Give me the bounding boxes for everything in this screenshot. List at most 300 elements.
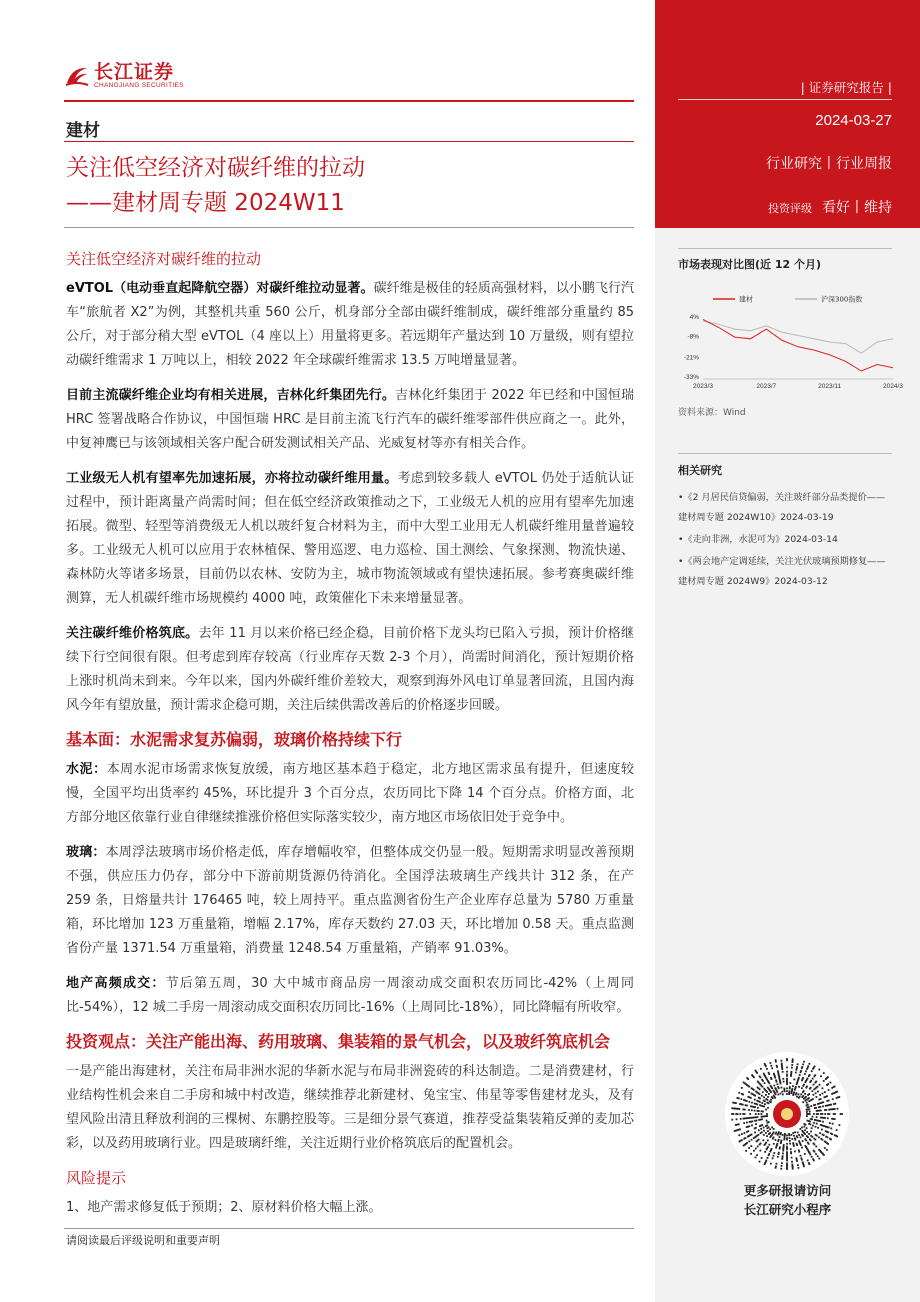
qr-module: [741, 1133, 743, 1135]
qr-module: [759, 1144, 761, 1146]
qr-module: [802, 1095, 804, 1097]
qr-module: [810, 1131, 812, 1133]
qr-module: [766, 1149, 768, 1151]
qr-module: [758, 1129, 760, 1131]
footer-rule: [64, 1228, 634, 1229]
qr-module: [744, 1132, 746, 1134]
qr-module: [769, 1151, 771, 1153]
qr-module: [814, 1104, 816, 1106]
qr-module: [731, 1107, 733, 1109]
qr-module: [830, 1082, 832, 1084]
qr-module: [770, 1099, 772, 1101]
qr-module: [777, 1070, 779, 1072]
report-body: [66, 248, 634, 1231]
qr-module: [809, 1113, 811, 1115]
x-tick-label: 2023/7: [756, 383, 777, 390]
qr-module: [782, 1150, 784, 1152]
qr-module: [839, 1124, 841, 1126]
qr-module: [806, 1111, 808, 1113]
qr-module: [780, 1093, 782, 1095]
qr-module: [751, 1093, 753, 1095]
qr-module: [769, 1128, 771, 1130]
qr-module: [827, 1076, 829, 1078]
qr-module: [809, 1121, 811, 1123]
qr-module: [827, 1143, 829, 1145]
qr-module: [734, 1130, 736, 1132]
qr-module: [777, 1083, 779, 1085]
qr-module: [757, 1107, 759, 1109]
qr-module: [807, 1065, 809, 1067]
qr-module: [767, 1096, 769, 1098]
qr-module: [739, 1103, 741, 1105]
qr-module: [758, 1097, 760, 1099]
qr-module: [829, 1113, 831, 1115]
qr-module: [834, 1086, 836, 1088]
qr-module: [836, 1091, 838, 1093]
qr-module: [770, 1085, 772, 1087]
qr-module: [804, 1093, 806, 1095]
qr-module: [812, 1098, 814, 1100]
paragraph-text: 1、地产需求修复低于预期；2、原材料价格大幅上涨。: [66, 1200, 382, 1215]
qr-module: [775, 1133, 777, 1135]
rating-label: 投资评级: [768, 202, 812, 215]
paragraph: [66, 384, 634, 456]
qr-module: [786, 1074, 788, 1076]
paragraph-text: 本周水泥市场需求恢复放缓，南方地区基本趋于稳定，北方地区需求虽有提升，但速度较慢，全国平均出货率约 45%，环比提升 3 个百分点，农历同比下降 14 个百分点。价格方面，北方部分地区依靠行业自律继续推涨价格但实际落实较少，南方地区市场依旧处于竞争中。: [66, 762, 634, 825]
qr-module: [830, 1139, 832, 1141]
qr-module: [798, 1077, 800, 1079]
sector-rule: [64, 141, 634, 142]
qr-module: [767, 1127, 769, 1129]
qr-module: [803, 1061, 805, 1063]
qr-module: [813, 1094, 815, 1096]
section-heading: 关注低空经济对碳纤维的拉动: [66, 250, 262, 268]
qr-module: [798, 1167, 800, 1169]
qr-module: [764, 1063, 766, 1065]
qr-module: [765, 1125, 767, 1127]
qr-module: [791, 1064, 793, 1066]
qr-module: [796, 1066, 798, 1068]
paragraph-text: 考虑到较多载人 eVTOL 仍处于适航认证过程中，预计距离量产尚需时间；但在低空经济政策推动之下，工业级无人机的应用有望率先加速拓展。微型、轻型等消费级无人机以玻纤复合材料为主，而中大型工业用无人机碳纤维用量普遍较多。工业级无人机可以应用于农林植保、警用巡逻、电力巡检、国土测绘、气象探测、物流快递、森林防火等诸多场景，目前仍以农林、安防为主，城市物流领域或有望快速拓展。参考赛奥碳纤维测算，无人机碳纤维市场规模约 4000 吨，政策催化下未来增量显著。: [66, 471, 634, 606]
qr-module: [822, 1121, 824, 1123]
qr-module: [786, 1088, 788, 1090]
qr-module: [806, 1086, 808, 1088]
qr-module: [759, 1161, 761, 1163]
qr-module: [826, 1109, 828, 1111]
qr-module: [786, 1160, 788, 1162]
qr-module: [743, 1138, 745, 1140]
qr-module: [786, 1139, 788, 1141]
qr-module: [757, 1087, 759, 1089]
qr-module: [802, 1077, 804, 1079]
qr-module: [804, 1073, 806, 1075]
paragraph-text: 一是产能出海建材，关注布局非洲水泥的华新水泥与布局非洲瓷砖的科达制造。二是消费建材，行业结构性机会来自二手房和城中村改造，继续推荐北新建材、兔宝宝、伟星等零售建材龙头，及有望风险出清且释放利润的三棵树、东鹏控股等。三是细分景气赛道，推荐受益集装箱反弹的麦加芯彩，以及药用玻璃行业。四是玻璃纤维，关注近期行业价格筑底后的配置机会。: [66, 1064, 634, 1151]
qr-module: [782, 1134, 784, 1136]
qr-module: [749, 1113, 751, 1115]
qr-module: [799, 1074, 801, 1076]
qr-module: [792, 1058, 794, 1060]
qr-module: [732, 1102, 734, 1104]
qr-module: [740, 1113, 742, 1115]
qr-module: [807, 1136, 809, 1138]
qr-module: [743, 1118, 745, 1120]
qr-module: [763, 1073, 765, 1075]
qr-module: [756, 1100, 758, 1102]
qr-module: [766, 1135, 768, 1137]
qr-module: [788, 1134, 790, 1136]
related-research-item[interactable]: •《2 月居民信贷偏弱，关注玻纤部分品类提价——建材周专题 2024W10》2024-03-19: [678, 492, 886, 523]
report-title: [66, 151, 365, 221]
qr-module: [798, 1151, 800, 1153]
qr-module: [754, 1132, 756, 1134]
qr-module: [781, 1158, 783, 1160]
qr-module: [763, 1130, 765, 1132]
qr-module: [738, 1134, 740, 1136]
qr-module: [751, 1125, 753, 1127]
qr-module: [805, 1124, 807, 1126]
qr-module: [759, 1075, 761, 1077]
qr-module: [793, 1091, 795, 1093]
qr-module: [814, 1151, 816, 1153]
brand-name-en: CHANGJIANG SECURITIES: [94, 82, 184, 89]
qr-module: [815, 1107, 817, 1109]
chart-source: 资料来源：Wind: [678, 408, 746, 418]
qr-module: [803, 1126, 805, 1128]
qr-module: [763, 1127, 765, 1129]
qr-module: [767, 1157, 769, 1159]
qr-module: [794, 1151, 796, 1153]
qr-module: [810, 1124, 812, 1126]
qr-module: [766, 1102, 768, 1104]
qr-module: [766, 1068, 768, 1070]
qr-module: [761, 1102, 763, 1104]
qr-module: [786, 1143, 788, 1145]
qr-module: [830, 1128, 832, 1130]
changjiang-logo-icon: [64, 63, 90, 89]
qr-module: [808, 1108, 810, 1110]
qr-module: [789, 1086, 791, 1088]
qr-module: [789, 1090, 791, 1092]
qr-module: [807, 1104, 809, 1106]
qr-module: [765, 1094, 767, 1096]
qr-module: [777, 1156, 779, 1158]
qr-module: [755, 1113, 757, 1115]
qr-module: [786, 1071, 788, 1073]
qr-module: [796, 1160, 798, 1162]
qr-module: [735, 1113, 737, 1115]
qr-module: [776, 1065, 778, 1067]
qr-module: [810, 1087, 812, 1089]
qr-module: [765, 1098, 767, 1100]
chart-rule: [678, 248, 892, 249]
qr-module: [748, 1147, 750, 1149]
qr-module: [773, 1143, 775, 1145]
qr-module: [800, 1128, 802, 1130]
qr-module: [822, 1087, 824, 1089]
qr-module: [771, 1067, 773, 1069]
qr-module: [781, 1087, 783, 1089]
legend-label: 建材: [739, 295, 753, 304]
qr-module: [789, 1137, 791, 1139]
qr-module: [811, 1070, 813, 1072]
report-info-box: [655, 0, 920, 228]
qr-module: [775, 1087, 777, 1089]
section-heading: 风险提示: [66, 1169, 127, 1187]
qr-module: [760, 1128, 762, 1130]
qr-module: [735, 1124, 737, 1126]
qr-module: [786, 1168, 788, 1170]
x-tick-label: 2024/3: [883, 383, 903, 390]
qr-module: [769, 1136, 771, 1138]
qr-module: [823, 1154, 825, 1156]
qr-module: [798, 1093, 800, 1095]
qr-module: [795, 1086, 797, 1088]
related-research-item[interactable]: •《两会地产定调延续，关注光伏玻璃预期修复——建材周专题 2024W9》2024-03-12: [678, 556, 886, 587]
qr-module: [754, 1110, 756, 1112]
qr-module: [786, 1135, 788, 1137]
qr-module: [773, 1085, 775, 1087]
qr-module: [769, 1101, 771, 1103]
qr-module: [762, 1139, 764, 1141]
qr-module: [811, 1156, 813, 1158]
qr-module: [761, 1116, 763, 1118]
paragraph: [66, 972, 634, 1020]
qr-module: [771, 1127, 773, 1129]
qr-module: [837, 1108, 839, 1110]
qr-module: [736, 1118, 738, 1120]
qr-module: [812, 1078, 814, 1080]
qr-module: [767, 1107, 769, 1109]
qr-module: [802, 1064, 804, 1066]
y-tick-label: -8%: [687, 333, 699, 341]
qr-module: [800, 1137, 802, 1139]
qr-module: [760, 1068, 762, 1070]
qr-caption-line-2: 长江研究小程序: [743, 1202, 832, 1217]
qr-module: [815, 1126, 817, 1128]
qr-module: [791, 1134, 793, 1136]
qr-module: [786, 1058, 788, 1060]
qr-module: [758, 1119, 760, 1121]
qr-module: [773, 1090, 775, 1092]
qr-module: [761, 1095, 763, 1097]
qr-module: [797, 1164, 799, 1166]
qr-module: [755, 1157, 757, 1159]
qr-module: [814, 1066, 816, 1068]
qr-module: [819, 1084, 821, 1086]
qr-module: [810, 1080, 812, 1082]
qr-module: [808, 1143, 810, 1145]
qr-module: [770, 1065, 772, 1067]
qr-module: [807, 1160, 809, 1162]
qr-module: [808, 1133, 810, 1135]
paragraph-text: 本周浮法玻璃市场价格走低，库存增幅收窄，但整体成交仍显一般。短期需求明显改善预期不强，供应压力仍存，部分中下游前期货源仍待消化。全国浮法玻璃生产线共计 312 条，在产 259 条，日熔量共计 176465 吨，较上周持平。重点监测省份生产企业库存总量为 5780 万重量箱，环比增加 123 万重量箱，增幅 2.17%，库存天数约 27.03 天，环比增加 0.58 天。重点监测省份产量 1371.54 万重量箱，消费量 1248.54 万重量箱，产销率 91.03%。: [66, 845, 634, 956]
paragraph-text: 去年 11 月以来价格已经企稳，目前价格下龙头均已陷入亏损，预计价格继续下行空间很有限。但考虑到库存较高（行业库存天数 2-3 个月），尚需时间消化，预计短期价格上涨时机尚未到来。今年以来，国内外碳纤维价差较大，观察到海外风电订单显著回流，且国内海风今年有望放量，预计需求企稳可期，关注后续供需改善后的价格逐步回暖。: [66, 626, 634, 713]
qr-module: [822, 1093, 824, 1095]
qr-module: [791, 1138, 793, 1140]
qr-module: [836, 1136, 838, 1138]
qr-module: [743, 1082, 745, 1084]
market-performance-chart: [673, 283, 903, 393]
qr-module: [772, 1157, 774, 1159]
qr-module: [753, 1137, 755, 1139]
paragraph-text: 碳纤维是极佳的轻质高强材料，以小鹏飞行汽车“旅航者 X2”为例，其整机共重 560 公斤，机身部分全部由碳纤维制成，碳纤维部分重量约 85 公斤，对于部分稍大型 eVTOL（4 座以上）用量将更多。若远期年产量达到 10 万量级，则有望拉动碳纤维需求 1 万吨以上，相较 2022 年全球碳纤维需求 13.5 万吨增量显著。: [66, 281, 634, 368]
rating-value: 看好丨维持: [822, 200, 892, 216]
qr-module: [786, 1093, 788, 1095]
footer-disclaimer: 请阅读最后评级说明和重要声明: [66, 1234, 220, 1247]
qr-module: [818, 1158, 820, 1160]
series-line-building-materials: [703, 319, 893, 371]
qr-module: [731, 1113, 733, 1115]
paragraph-text: 吉林化纤集团于 2022 年已经和中国恒瑞 HRC 签署战略合作协议，中国恒瑞 HRC 是目前主流飞行汽车的碳纤维零部件供应商之一。此外，中复神鹰已与该领域相关客户配合研发测试相关产品、光威复材等亦有相关合作。: [66, 388, 634, 451]
title-line-1: 关注低空经济对碳纤维的拉动: [66, 155, 365, 181]
qr-module: [794, 1079, 796, 1081]
qr-module: [834, 1118, 836, 1120]
related-research-item[interactable]: •《走向非洲，水泥可为》2024-03-14: [678, 534, 838, 545]
qr-module: [801, 1087, 803, 1089]
qr-module: [751, 1102, 753, 1104]
qr-module: [786, 1067, 788, 1069]
qr-module: [781, 1060, 783, 1062]
qr-module: [831, 1133, 833, 1135]
qr-caption-line-1: 更多研报请访问: [743, 1183, 832, 1198]
qr-module: [761, 1079, 763, 1081]
qr-module: [834, 1103, 836, 1105]
qr-module: [824, 1147, 826, 1149]
qr-module: [805, 1096, 807, 1098]
qr-module: [804, 1153, 806, 1155]
qr-module: [764, 1163, 766, 1165]
qr-module: [790, 1153, 792, 1155]
qr-module: [748, 1141, 750, 1143]
qr-module: [779, 1136, 781, 1138]
qr-module: [771, 1096, 773, 1098]
qr-module: [754, 1128, 756, 1130]
qr-module: [793, 1145, 795, 1147]
qr-module: [815, 1146, 817, 1148]
paragraph: [66, 277, 634, 373]
qr-module: [827, 1117, 829, 1119]
qr-module: [810, 1139, 812, 1141]
paragraph-lead: eVTOL（电动垂直起降航空器）对碳纤维拉动显著。: [66, 281, 374, 296]
qr-module: [780, 1168, 782, 1170]
qr-module: [743, 1145, 745, 1147]
qr-module: [817, 1091, 819, 1093]
qr-module: [836, 1129, 838, 1131]
qr-module: [820, 1098, 822, 1100]
qr-module: [751, 1139, 753, 1141]
paragraph: [66, 841, 634, 961]
qr-module: [768, 1144, 770, 1146]
sector-label: 建材: [66, 121, 100, 141]
qr-module: [812, 1125, 814, 1127]
qr-module: [775, 1059, 777, 1061]
qr-module: [748, 1091, 750, 1093]
qr-module: [816, 1135, 818, 1137]
x-tick-label: 2023/3: [693, 383, 713, 390]
qr-module: [806, 1131, 808, 1133]
qr-module: [794, 1131, 796, 1133]
qr-module: [824, 1113, 826, 1115]
qr-module: [773, 1155, 775, 1157]
qr-module: [748, 1101, 750, 1103]
qr-module: [781, 1091, 783, 1093]
qr-module: [796, 1096, 798, 1098]
qr-module: [759, 1104, 761, 1106]
qr-module: [770, 1163, 772, 1165]
qr-module: [757, 1110, 759, 1112]
qr-module: [738, 1092, 740, 1094]
qr-module: [760, 1132, 762, 1134]
qr-module: [800, 1094, 802, 1096]
qr-module: [770, 1062, 772, 1064]
qr-module: [756, 1141, 758, 1143]
qr-module: [791, 1161, 793, 1163]
qr-module: [830, 1104, 832, 1106]
qr-module: [799, 1096, 801, 1098]
qr-module: [773, 1073, 775, 1075]
qr-module: [828, 1127, 830, 1129]
qr-module: [806, 1115, 808, 1117]
qr-module: [812, 1116, 814, 1118]
investment-rating: [768, 197, 892, 217]
qr-module: [780, 1142, 782, 1144]
qr-code[interactable]: [725, 1052, 849, 1176]
qr-module: [819, 1120, 821, 1122]
qr-module: [761, 1110, 763, 1112]
header-rule: [64, 100, 634, 102]
qr-module: [819, 1094, 821, 1096]
qr-module: [798, 1086, 800, 1088]
qr-module: [803, 1090, 805, 1092]
qr-module: [775, 1167, 777, 1169]
qr-module: [783, 1088, 785, 1090]
y-tick-label: -33%: [683, 373, 699, 381]
qr-module: [755, 1148, 757, 1150]
qr-module: [811, 1136, 813, 1138]
qr-module: [777, 1140, 779, 1142]
qr-module: [811, 1127, 813, 1129]
qr-module: [792, 1085, 794, 1087]
qr-module: [750, 1153, 752, 1155]
qr-module: [809, 1163, 811, 1165]
sidebar: [655, 0, 920, 1302]
qr-module: [751, 1109, 753, 1111]
qr-module: [757, 1146, 759, 1148]
qr-module: [834, 1108, 836, 1110]
report-type: | 证券研究报告 |: [800, 80, 892, 95]
qr-module: [806, 1127, 808, 1129]
brand-logo: [64, 62, 184, 89]
qr-module: [741, 1093, 743, 1095]
qr-module: [822, 1101, 824, 1103]
qr-module: [754, 1120, 756, 1122]
qr-module: [809, 1111, 811, 1113]
qr-module: [817, 1127, 819, 1129]
qr-module: [796, 1144, 798, 1146]
qr-module: [773, 1152, 775, 1154]
qr-module: [819, 1132, 821, 1134]
qr-module: [755, 1091, 757, 1093]
qr-module: [743, 1109, 745, 1111]
qr-module: [781, 1165, 783, 1167]
paragraph-text: 节后第五周，30 大中城市商品房一周滚动成交面积农历同比-42%（上周同比-54%），12 城二手房一周滚动成交面积农历同比-16%（上周同比-18%），同比降幅有所收窄。: [66, 976, 634, 1015]
qr-module: [800, 1070, 802, 1072]
qr-module: [794, 1139, 796, 1141]
qr-module: [841, 1113, 843, 1115]
qr-module: [813, 1122, 815, 1124]
paragraph: [66, 1196, 634, 1220]
qr-module: [747, 1096, 749, 1098]
